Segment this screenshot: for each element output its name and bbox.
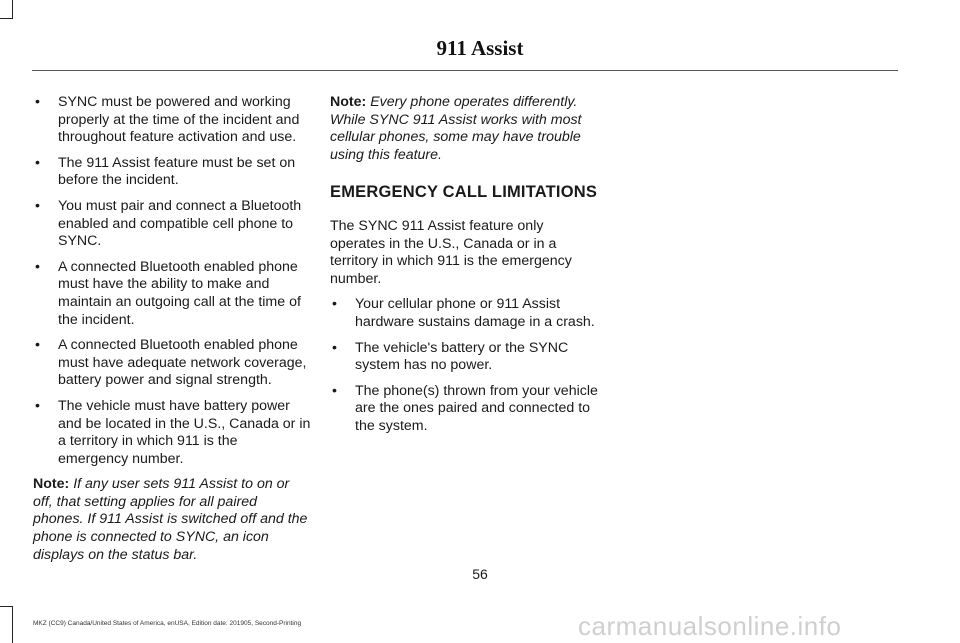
bullet-glyph: •: [35, 258, 40, 275]
bullet-glyph: •: [332, 339, 337, 356]
list-item: • The phone(s) thrown from your vehicle are the ones paired and connected to the system.: [332, 382, 598, 434]
crop-mark-top-left-v: [12, 0, 13, 18]
page-title: 911 Assist: [436, 36, 524, 60]
section-heading: EMERGENCY CALL LIMITATIONS: [330, 183, 598, 202]
list-item: • Your cellular phone or 911 Assist hardware sustains damage in a crash.: [332, 296, 595, 330]
bullet-glyph: •: [35, 197, 40, 214]
list-item: • The vehicle's battery or the SYNC system has no power.: [332, 339, 569, 374]
note-paragraph: [330, 94, 602, 164]
note-label: Note:: [330, 94, 367, 110]
header-divider: [32, 70, 898, 71]
right-column: [330, 94, 602, 444]
list-item: • A connected Bluetooth enabled phone must have adequate network coverage, battery power and signal strength.: [35, 337, 307, 389]
bullet-glyph: •: [35, 337, 40, 354]
bullet-glyph: •: [332, 382, 337, 399]
note-text: Every phone operates differently. While SYNC 911 Assist works with most cellular phones, some may have trouble using this feature.: [330, 94, 582, 163]
bullet-glyph: •: [35, 397, 40, 414]
crop-mark-top-left-h: [0, 18, 13, 19]
list-item: • The vehicle must have battery power and be located in the U.S., Canada or in a territory in which 911 is the emergency number.: [35, 397, 311, 467]
edition-footer: MKZ (CC9) Canada/United States of America, enUSA, Edition date: 201905, Second-Printing: [33, 620, 302, 627]
list-item: • The 911 Assist feature must be set on before the incident.: [35, 154, 296, 189]
bullet-glyph: •: [332, 296, 337, 313]
body-paragraph: The SYNC 911 Assist feature only operates in the U.S., Canada or in a territory in which 911 is the emergency number.: [330, 217, 572, 287]
page-number: 56: [472, 566, 488, 582]
crop-mark-bottom-left-h: [0, 606, 13, 607]
requirements-list: [33, 94, 311, 468]
left-column: [33, 94, 311, 572]
note-paragraph: [33, 476, 311, 564]
list-item: • You must pair and connect a Bluetooth enabled and compatible cell phone to SYNC.: [35, 197, 302, 250]
bullet-glyph: •: [35, 94, 40, 110]
bullet-glyph: •: [35, 154, 40, 171]
list-item: • A connected Bluetooth enabled phone must have the ability to make and maintain an outgoing call at the time of the incident.: [35, 258, 301, 328]
list-item: • SYNC must be powered and working properly at the time of the incident and throughout feature activation and use.: [35, 94, 300, 146]
crop-mark-bottom-left-v: [12, 606, 13, 643]
note-text: If any user sets 911 Assist to on or off, that setting applies for all paired phones. If 911 Assist is switched off and the phone is connected to SYNC, an icon displays on the status bar.: [33, 476, 308, 563]
limitations-list: [330, 296, 602, 435]
watermark: carmanualsonline.info: [578, 611, 842, 641]
note-label: Note:: [33, 476, 70, 493]
